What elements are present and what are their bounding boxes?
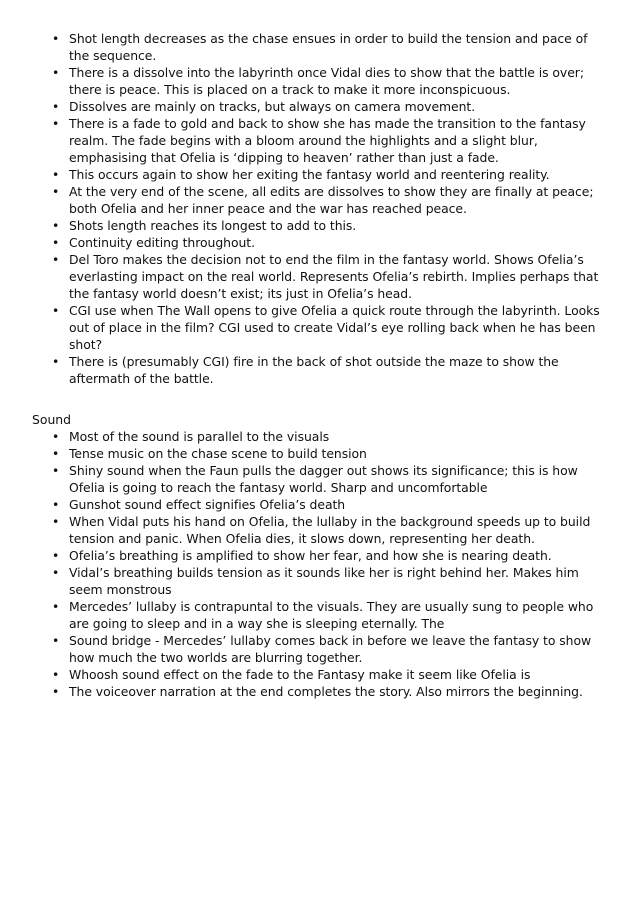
bullet-marker: • <box>52 599 60 614</box>
bullet-marker: • <box>52 252 60 267</box>
list-item-text: Shots length reaches its longest to add to this. <box>69 218 357 233</box>
list-item-text: When Vidal puts his hand on Ofelia, the lullaby in the background speeds up to build tension and panic. When Ofelia dies, it slows down, representing her death. <box>69 514 591 546</box>
list-item-text: Del Toro makes the decision not to end the film in the fantasy world. Shows Ofelia’s everlasting impact on the real world. Represents Ofelia’s rebirth. Implies perhaps that the fantasy world doesn’t exist; its just in Ofelia’s head. <box>69 252 599 301</box>
list-item-text: Dissolves are mainly on tracks, but always on camera movement. <box>69 99 476 114</box>
list-item <box>32 632 608 666</box>
list-item <box>32 302 608 353</box>
bullet-marker: • <box>52 99 60 114</box>
bullet-marker: • <box>52 548 60 563</box>
list-item-text: Most of the sound is parallel to the visuals <box>69 429 330 444</box>
list-item <box>32 462 608 496</box>
bullet-marker: • <box>52 31 60 46</box>
list-item <box>32 598 608 632</box>
bullet-marker: • <box>52 184 60 199</box>
list-item-text: Ofelia’s breathing is amplified to show her fear, and how she is nearing death. <box>69 548 552 563</box>
list-item-text: Mercedes’ lullaby is contrapuntal to the visuals. They are usually sung to people who are going to sleep and in a way she is sleeping eternally. The <box>69 599 594 631</box>
list-item <box>32 666 608 683</box>
list-item <box>32 683 608 700</box>
bullet-marker: • <box>52 497 60 512</box>
list-item-text: Whoosh sound effect on the fade to the Fantasy make it seem like Ofelia is <box>69 667 531 682</box>
list-item-text: Continuity editing throughout. <box>69 235 255 250</box>
list-item-text: CGI use when The Wall opens to give Ofelia a quick route through the labyrinth. Looks out of place in the film? CGI used to create Vidal’s eye rolling back when he has been shot? <box>69 303 600 352</box>
list-item <box>32 166 608 183</box>
list-item <box>32 234 608 251</box>
bullet-marker: • <box>52 218 60 233</box>
list-item <box>32 445 608 462</box>
list-item-text: There is (presumably CGI) fire in the back of shot outside the maze to show the aftermath of the battle. <box>69 354 559 386</box>
bullet-marker: • <box>52 429 60 444</box>
list-item-text: At the very end of the scene, all edits are dissolves to show they are finally at peace; both Ofelia and her inner peace and the war has reached peace. <box>69 184 594 216</box>
bullet-marker: • <box>52 565 60 580</box>
list-item-text: This occurs again to show her exiting the fantasy world and reentering reality. <box>69 167 550 182</box>
bullet-marker: • <box>52 633 60 648</box>
list-item-text: The voiceover narration at the end completes the story. Also mirrors the beginning. <box>69 684 583 699</box>
list-item-text: Vidal’s breathing builds tension as it sounds like her is right behind her. Makes him seem monstrous <box>69 565 579 597</box>
list-item <box>32 564 608 598</box>
bullet-marker: • <box>52 303 60 318</box>
section-heading-sound: Sound <box>32 412 72 427</box>
list-item-text: Shot length decreases as the chase ensues in order to build the tension and pace of the sequence. <box>69 31 588 63</box>
bullet-marker: • <box>52 65 60 80</box>
list-item <box>32 496 608 513</box>
list-item <box>32 251 608 302</box>
bullet-marker: • <box>52 116 60 131</box>
list-item <box>32 217 608 234</box>
list-item <box>32 115 608 166</box>
bullet-marker: • <box>52 463 60 478</box>
list-item-text: Tense music on the chase scene to build tension <box>69 446 367 461</box>
list-item <box>32 428 608 445</box>
list-item <box>32 513 608 547</box>
list-item <box>32 98 608 115</box>
bullet-marker: • <box>52 514 60 529</box>
list-item-text: There is a fade to gold and back to show she has made the transition to the fantasy realm. The fade begins with a bloom around the highlights and a slight blur, emphasising that Ofelia is ‘dipping to heaven’ rather than just a fade. <box>69 116 586 165</box>
list-item <box>32 183 608 217</box>
list-item-text: Shiny sound when the Faun pulls the dagger out shows its significance; this is how Ofelia is going to reach the fantasy world. Sharp and uncomfortable <box>69 463 578 495</box>
list-item-text: There is a dissolve into the labyrinth once Vidal dies to show that the battle is over; there is peace. This is placed on a track to make it more inconspicuous. <box>69 65 584 97</box>
list-item <box>32 30 608 64</box>
bullet-marker: • <box>52 167 60 182</box>
sound-bullet-list <box>32 428 608 700</box>
editing-bullet-list <box>32 30 608 387</box>
bullet-marker: • <box>52 354 60 369</box>
bullet-marker: • <box>52 235 60 250</box>
list-item-text: Sound bridge - Mercedes’ lullaby comes back in before we leave the fantasy to show how much the two worlds are blurring together. <box>69 633 592 665</box>
list-item-text: Gunshot sound effect signifies Ofelia’s death <box>69 497 346 512</box>
list-item <box>32 353 608 387</box>
bullet-marker: • <box>52 446 60 461</box>
list-item <box>32 547 608 564</box>
bullet-marker: • <box>52 684 60 699</box>
bullet-marker: • <box>52 667 60 682</box>
list-item <box>32 64 608 98</box>
